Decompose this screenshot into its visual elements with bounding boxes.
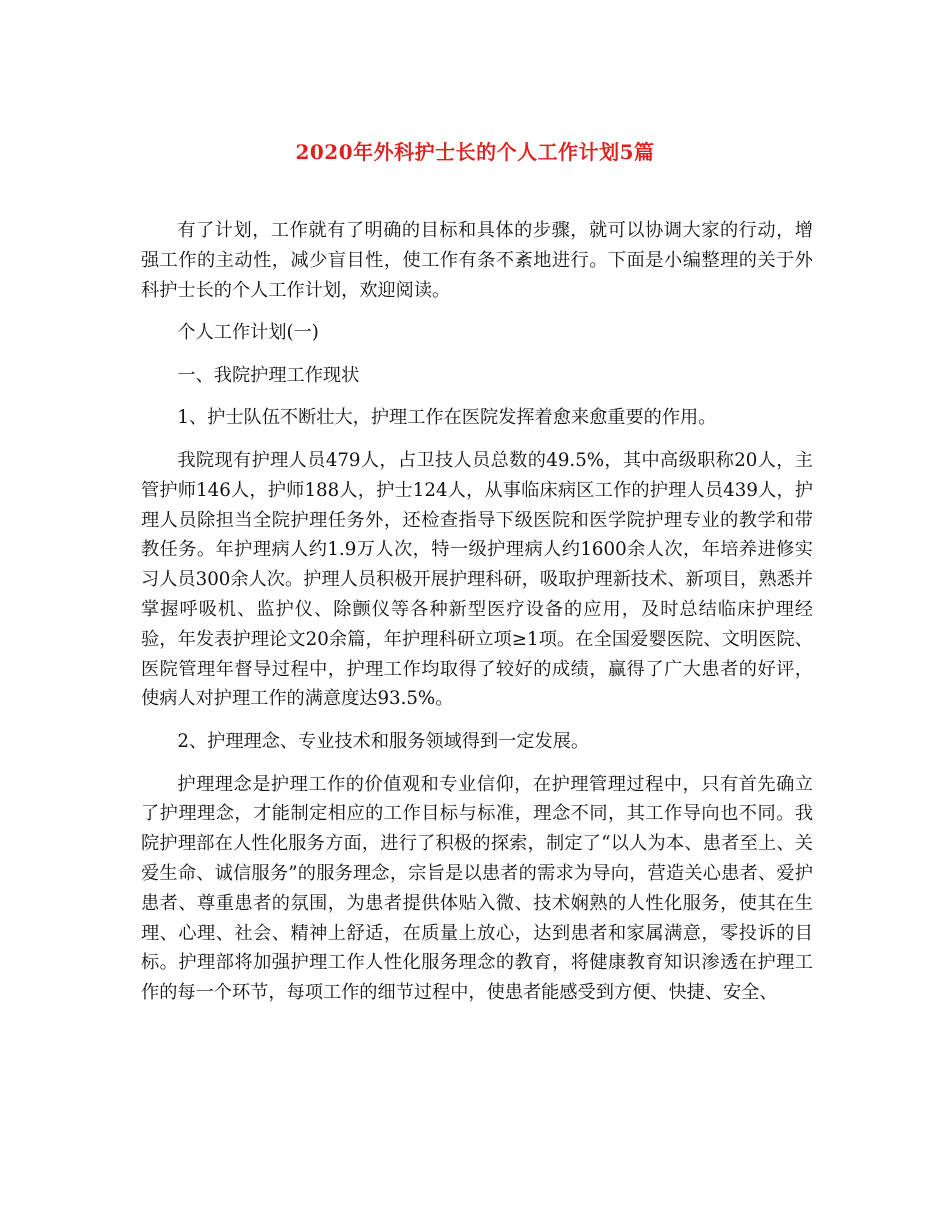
nursing-philosophy-paragraph: 护理理念是护理工作的价值观和专业信仰，在护理管理过程中，只有首先确立了护理理念，才能制定相应的工作目标与标准，理念不同，其工作导向也不同。我院护理部在人性化服务方面，进行了积极的探索，制定了“以人为本、患者至上、关爱生命、诚信服务”的服务理念，宗旨是以患者的需求为导向，营造关心患者、爱护患者、尊重患者的氛围，为患者提供体贴入微、技术娴熟的人性化服务，使其在生理、心理、社会、精神上舒适，在质量上放心，达到患者和家属满意，零投诉的目标。护理部将加强护理工作人性化服务理念的教育，将健康教育知识渗透在护理工作的每一个环节，每项工作的细节过程中，使患者能感受到方便、快捷、安全、 <box>141 773 813 1004</box>
document-body <box>141 216 813 1008</box>
intro-paragraph: 有了计划，工作就有了明确的目标和具体的步骤，就可以协调大家的行动，增强工作的主动性，减少盲目性，使工作有条不紊地进行。下面是小编整理的关于外科护士长的个人工作计划，欢迎阅读。 <box>141 220 813 301</box>
document-title: 2020年外科护士长的个人工作计划5篇 <box>295 140 655 164</box>
subsection-heading-status: 一、我院护理工作现状 <box>177 364 360 386</box>
point-heading-1: 1、护士队伍不断壮大，护理工作在医院发挥着愈来愈重要的作用。 <box>177 407 717 429</box>
section-heading-plan-1: 个人工作计划(一) <box>177 322 319 344</box>
point-heading-2: 2、护理理念、专业技术和服务领域得到一定发展。 <box>177 730 590 752</box>
staff-statistics-paragraph: 我院现有护理人员479人，占卫技人员总数的49.5%，其中高级职称20人，主管护师146人，护师188人，护士124人，从事临床病区工作的护理人员439人，护理人员除担当全院护理任务外，还检查指导下级医院和医学院护理专业的教学和带教任务。年护理病人约1.9万人次，特一级护理病人约1600余人次，年培养进修实习人员300余人次。护理人员积极开展护理科研，吸取护理新技术、新项目，熟悉并掌握呼吸机、监护仪、除颤仪等各种新型医疗设备的应用，及时总结临床护理经验，年发表护理论文20余篇，年护理科研立项≥1项。在全国爱婴医院、文明医院、医院管理年督导过程中，护理工作均取得了较好的成绩，赢得了广大患者的好评，使病人对护理工作的满意度达93.5%。 <box>141 449 813 710</box>
